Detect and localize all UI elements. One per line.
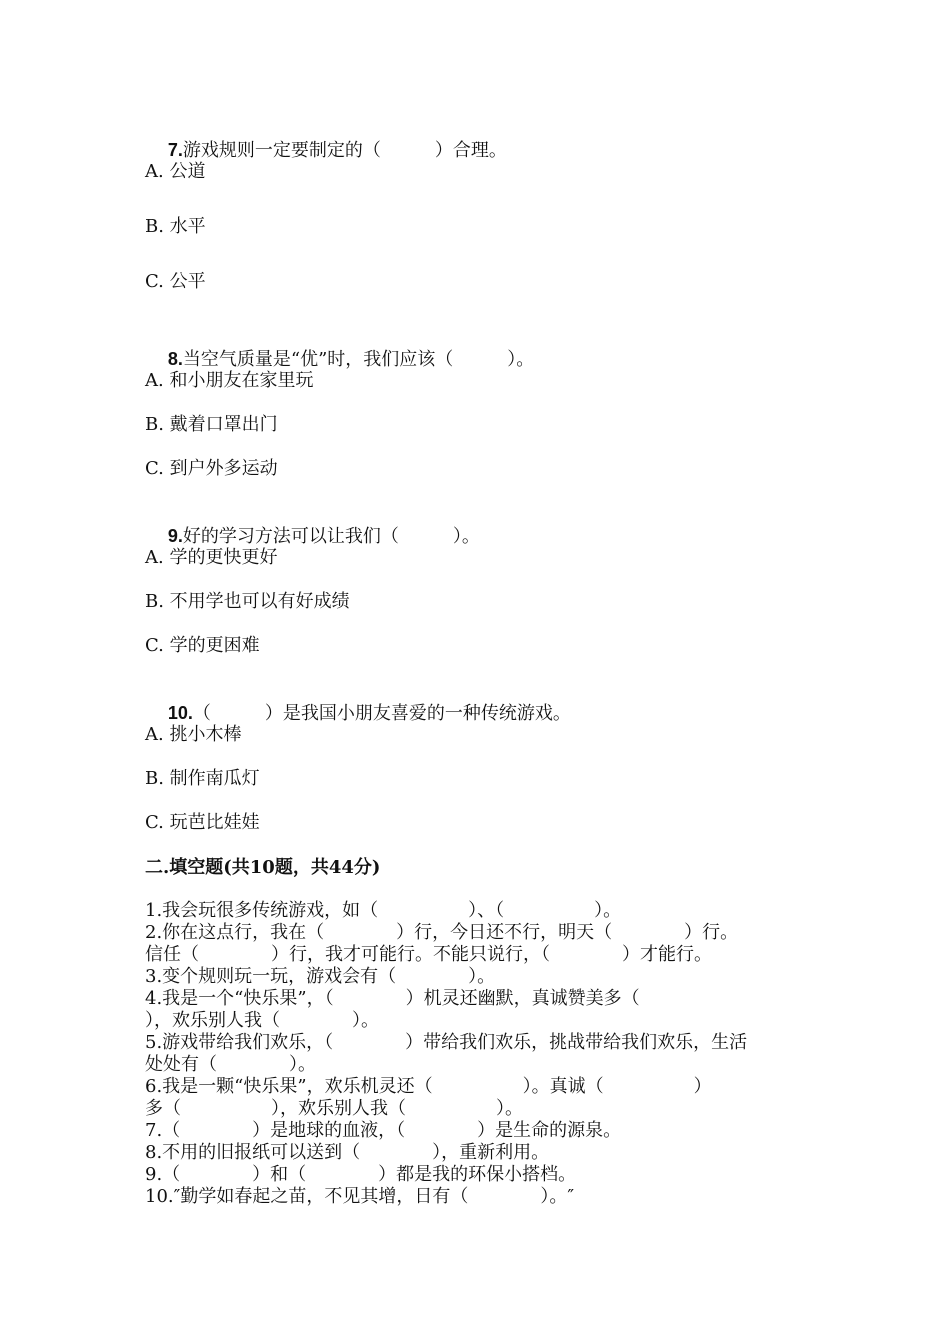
question-number: 9. [167,526,183,546]
fill-line-6: 6.我是一颗“快乐果”，欢乐机灵还（ ）。真诚（ ） [145,1076,712,1097]
option-b: B. 戴着口罩出门 [145,414,278,435]
option-b: B. 水平 [145,216,206,237]
option-c: C. 玩芭比娃娃 [145,812,260,833]
question-number: 10. [167,703,193,723]
question-number: 8. [167,349,183,369]
fill-line-2: 2.你在这点行，我在（ ）行，今日还不行，明天（ ）行。 [145,922,739,943]
question-stem: （ ）是我国小朋友喜爱的一种传统游戏。 [192,703,571,724]
fill-line-8: 8.不用的旧报纸可以送到（ ），重新利用。 [145,1142,550,1163]
fill-line-6-cont: 多（ ），欢乐别人我（ ）。 [145,1098,523,1119]
option-b: B. 不用学也可以有好成绩 [145,591,350,612]
fill-line-5-cont: 处处有（ ）。 [145,1054,316,1075]
fill-line-7: 7.（ ）是地球的血液，（ ）是生命的源泉。 [145,1120,622,1141]
question-number: 7. [167,140,183,160]
section-heading: 二.填空题(共10题，共44分) [145,857,381,878]
question-stem: 好的学习方法可以让我们（ ）。 [182,526,480,547]
fill-line-9: 9.（ ）和（ ）都是我的环保小搭档。 [145,1164,577,1185]
fill-line-4: 4.我是一个“快乐果”，（ ）机灵还幽默，真诚赞美多（ [145,988,640,1009]
option-a: A. 学的更快更好 [145,547,278,568]
fill-line-2-cont: 信任（ ）行，我才可能行。不能只说行，（ ）才能行。 [145,944,712,965]
question-stem: 当空气质量是“优”时，我们应该（ ）。 [182,349,535,370]
option-a: A. 挑小木棒 [145,724,242,745]
option-a: A. 公道 [145,161,206,182]
option-a: A. 和小朋友在家里玩 [145,370,314,391]
question-stem: 游戏规则一定要制定的（ ）合理。 [182,140,507,161]
fill-line-1: 1.我会玩很多传统游戏，如（ ）、（ ）。 [145,900,622,921]
fill-line-10: 10.″勤学如春起之苗，不见其增，日有（ ）。″ [145,1186,575,1207]
option-c: C. 学的更困难 [145,635,260,656]
option-b: B. 制作南瓜灯 [145,768,260,789]
fill-line-5: 5.游戏带给我们欢乐，（ ）带给我们欢乐，挑战带给我们欢乐，生活 [145,1032,748,1053]
fill-line-4-cont: ），欢乐别人我（ ）。 [145,1010,379,1031]
option-c: C. 到户外多运动 [145,458,278,479]
option-c: C. 公平 [145,271,206,292]
fill-line-3: 3.变个规则玩一玩，游戏会有（ ）。 [145,966,496,987]
